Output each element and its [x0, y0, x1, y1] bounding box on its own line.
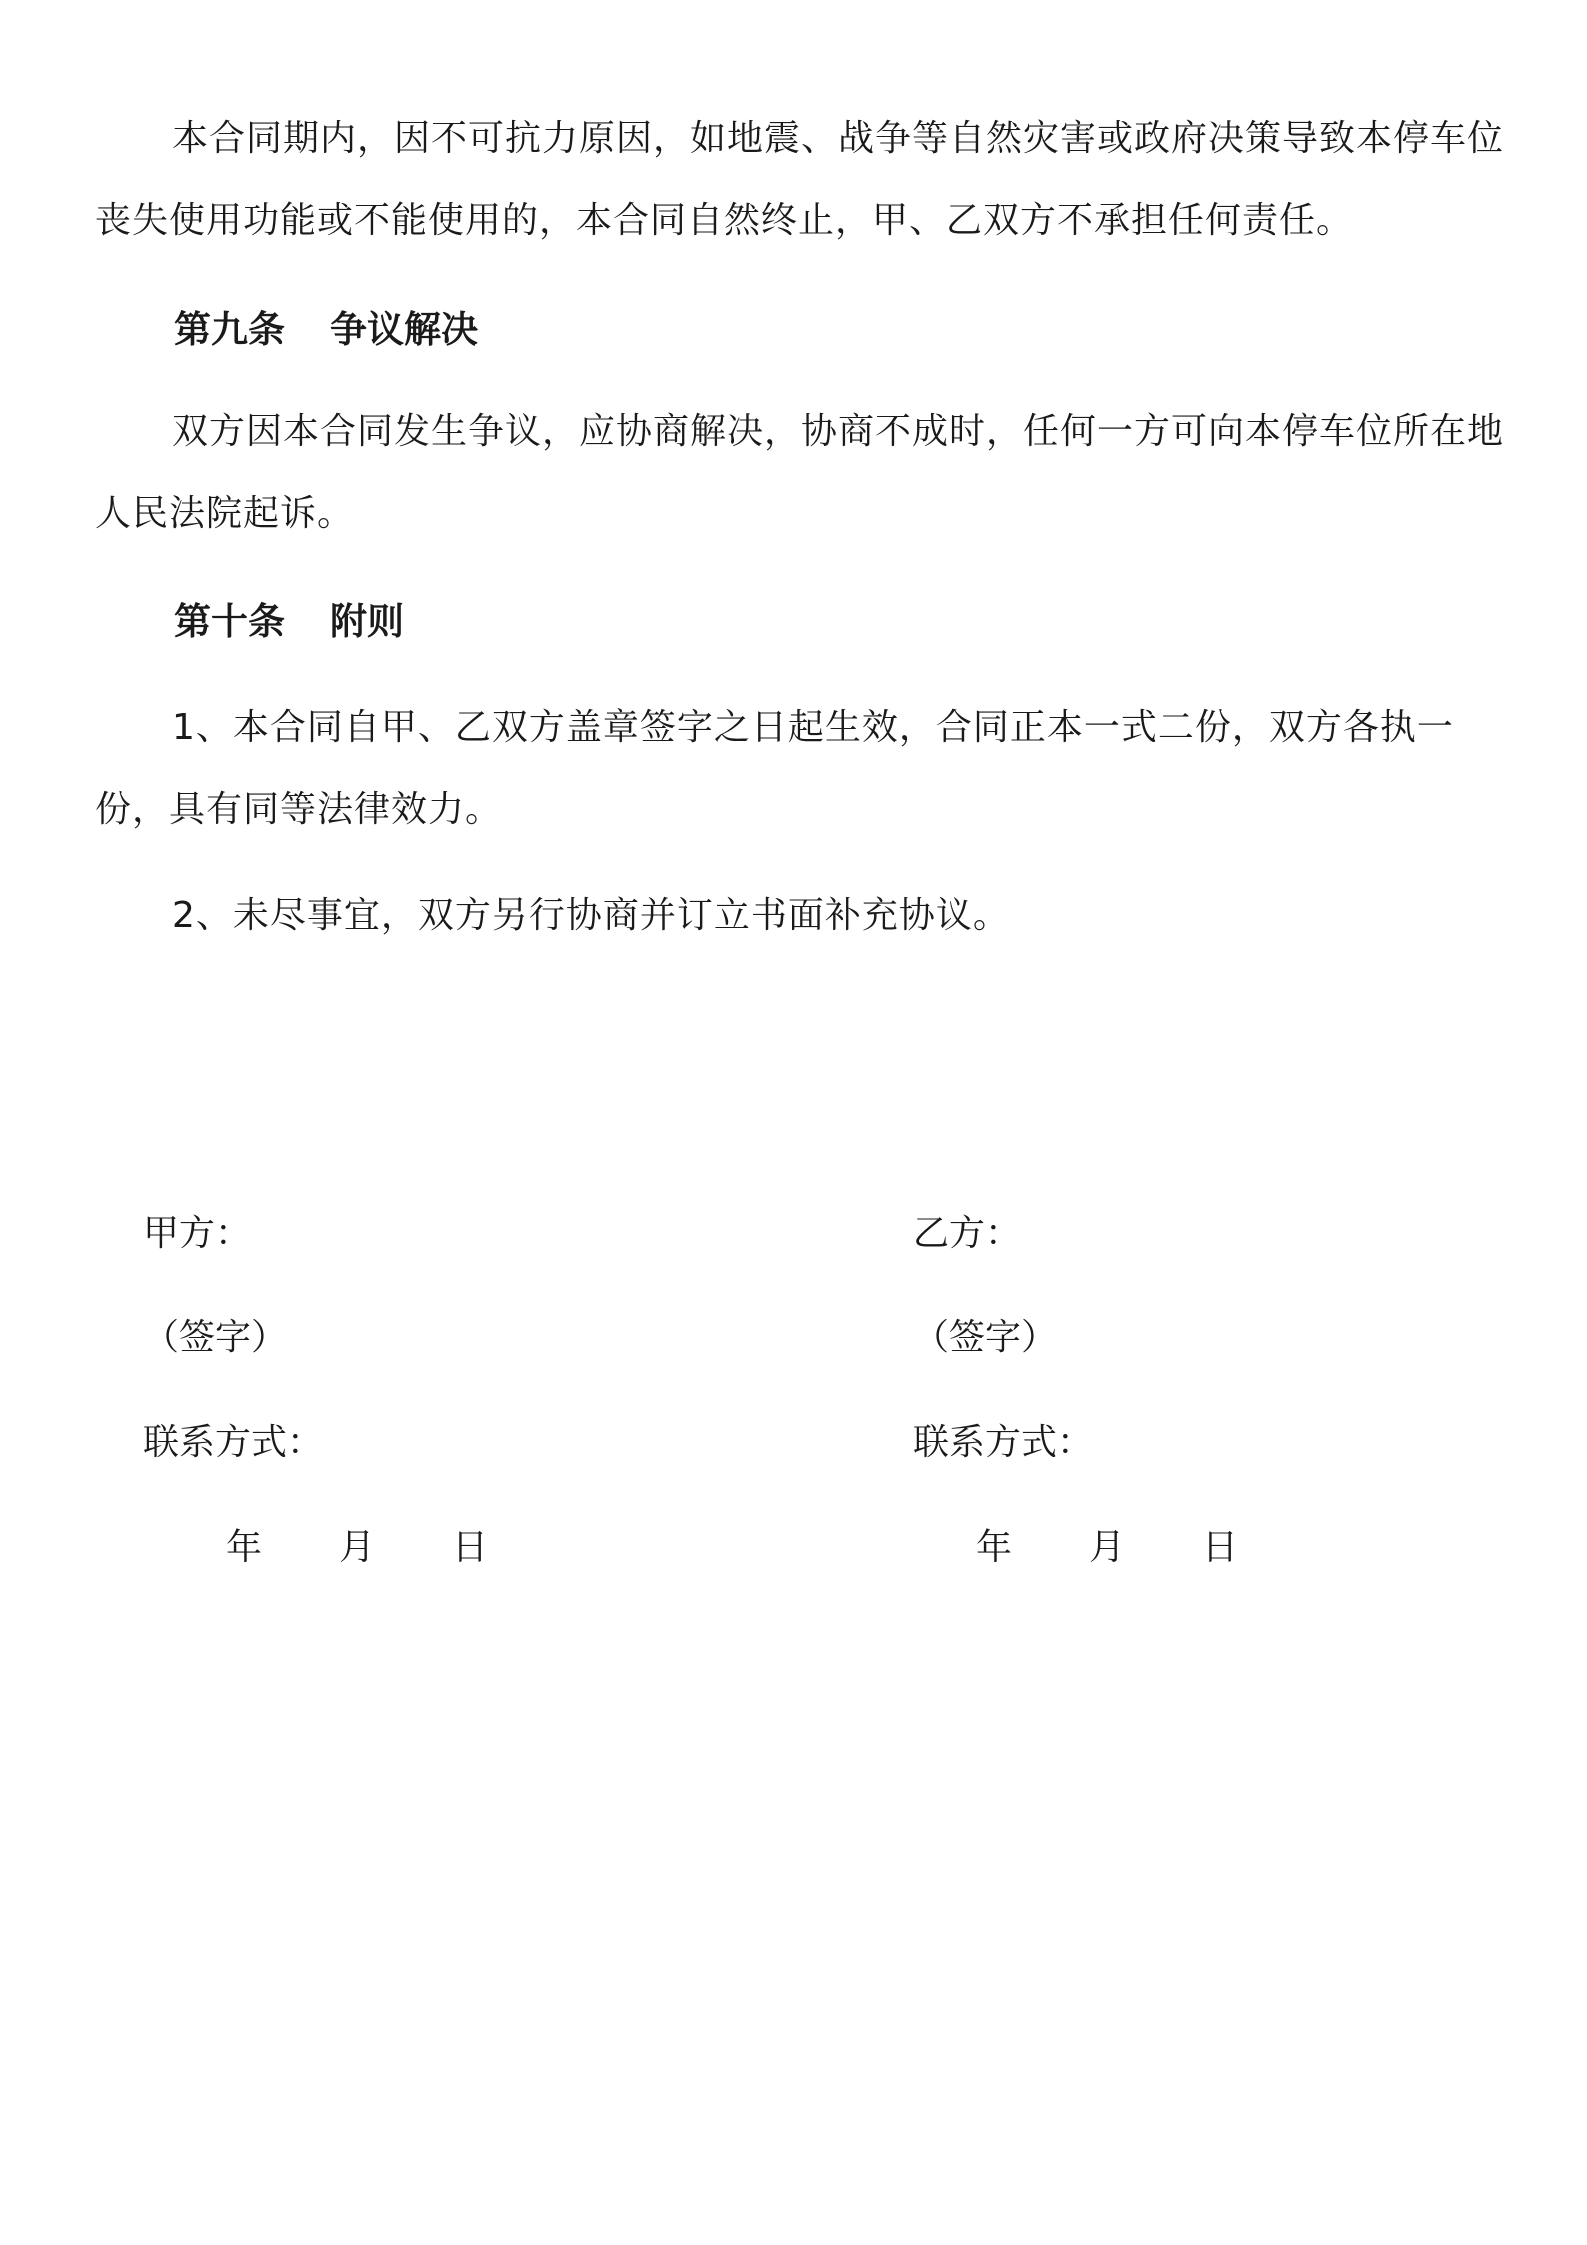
effective-clause: 1、本合同自甲、乙双方盖章签字之日起生效，合同正本一式二份，双方各执一份，具有同等法律效力。 [95, 707, 1454, 830]
party-b-day: 日 [1202, 1527, 1239, 1568]
party-a-month: 月 [339, 1527, 376, 1568]
force-majeure-paragraph: 本合同期内，因不可抗力原因，如地震、战争等自然灾害或政府决策导致本停车位丧失使用功能或不能使用的，本合同自然终止，甲、乙双方不承担任何责任。 [95, 118, 1505, 241]
dispute-paragraph: 双方因本合同发生争议，应协商解决，协商不成时，任何一方可向本停车位所在地人民法院起诉。 [95, 411, 1505, 534]
party-a-sign: （签字） [143, 1317, 288, 1358]
article-10-heading [174, 592, 404, 652]
article-10-number: 第十条 [174, 600, 285, 643]
article-10-title: 附则 [330, 600, 404, 643]
party-a-year: 年 [226, 1527, 263, 1568]
party-b-sign: （签字） [913, 1317, 1058, 1358]
supplement-clause: 2、未尽事宜，双方另行协商并订立书面补充协议。 [172, 895, 1010, 936]
party-a-day: 日 [452, 1527, 489, 1568]
party-a-label: 甲方： [143, 1213, 252, 1254]
party-b-label: 乙方： [913, 1213, 1022, 1254]
article-9-title: 争议解决 [330, 308, 478, 351]
article-9-heading [174, 300, 478, 360]
party-b-contact: 联系方式： [913, 1422, 1094, 1463]
party-b-month: 月 [1089, 1527, 1126, 1568]
party-a-contact: 联系方式： [143, 1422, 324, 1463]
party-b-year: 年 [976, 1527, 1013, 1568]
article-9-number: 第九条 [174, 308, 285, 351]
